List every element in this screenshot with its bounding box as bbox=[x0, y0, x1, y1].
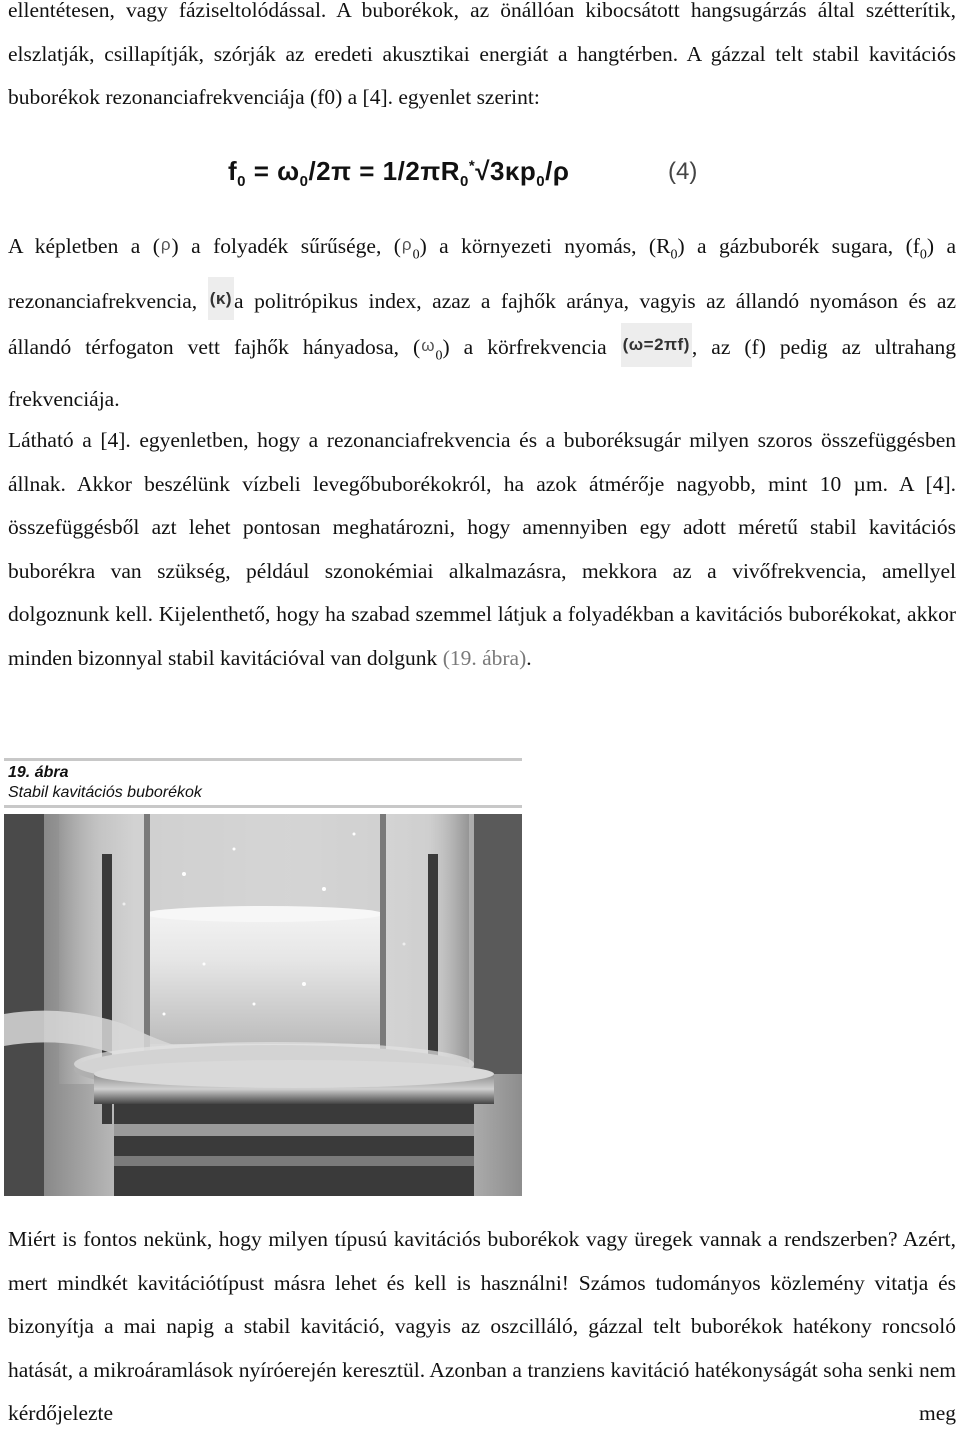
intro-paragraph: ellentétesen, vagy fáziseltolódással. A buborékok, az önállóan kibocsátott hangsugárzás által szétterítik, elszlatják, csillapítják, szórják az eredeti akusztikai energiát a hangtérben. A gázzal telt stabil kavitációs buborékok rezonanciafrekvenciája (f0) a [4]. egyenlet szerint: bbox=[8, 0, 956, 109]
definitions-paragraph: A képletben a (ρ) a folyadék sűrűsége, $(\rho_0)$ a környezeti nyomás, $(R_0)$ a gázbuborék sugara, $(f_0)$ a rezonanciafrekvencia, (κ)a politrópikus index, azaz a fajhők aránya, vagyis az állandó nyomáson és az állandó térfogaton vett fajhők hányadosa, $(\omega_0)$ a körfrekvencia (ω=2πf), az (f) pedig az ultrahang frekvenciája. bbox=[8, 223, 956, 422]
figure-number: 19. ábra bbox=[8, 764, 69, 781]
omega-definition-symbol: (ω=2πf) bbox=[621, 323, 692, 367]
equation-number: (4) bbox=[668, 158, 698, 185]
rho-symbol: ρ bbox=[160, 235, 171, 254]
figure-reference-link[interactable]: (19. ábra) bbox=[442, 645, 527, 670]
cavitation-bubbles-photo bbox=[4, 814, 522, 1196]
rho-zero-symbol: ρ bbox=[401, 235, 412, 254]
closing-paragraph: Miért is fontos nekünk, hogy milyen típusú kavitációs buborékok vagy üregek vannak a rendszerben? Azért, mert mindkét kavitációtípust másra lehet és kell is használni! Számos tudományos közlemény vitatja és bizonyítja a mai napig a stabil kavitáció, vagyis az oszcilláló, gázzal telt buborékok hatékony roncsoló hatását, a mikroáramlások nyíróerején keresztül. Azonban a tranziens kavitáció hatékonyságát soha senki nem kérdőjelezte meg bbox=[8, 1227, 956, 1425]
figure-caption-text: Stabil kavitációs buborékok bbox=[8, 784, 202, 801]
equation-row bbox=[0, 152, 960, 196]
resonance-equation: $f_0 = \omega_0/2\pi = 1/2\pi R_0^*√3\kappa p_0/\rho$ bbox=[228, 156, 570, 191]
kappa-symbol: (κ) bbox=[208, 277, 234, 321]
explanation-paragraph: Látható a [4]. egyenletben, hogy a rezonanciafrekvencia és a buboréksugár milyen szoros összefüggésben állnak. Akkor beszélünk vízbeli levegőbuborékokról, ha azok átmérője nagyobb, mint 10 µm. A [4]. összefüggésből azt lehet pontosan meghatározni, hogy amennyiben egy adott méretű stabil kavitációs buborékra van szükség, például szonokémiai alkalmazásra, mekkora az a vivőfrekvencia, amellyel dolgoznunk kell. Kijelenthető, hogy ha szabad szemmel látjuk a folyadékban a kavitációs buborékokat, akkor minden bizonnyal stabil kavitációval van dolgunk (19. ábra). bbox=[8, 428, 956, 670]
omega-symbol: ω bbox=[421, 336, 435, 356]
figure-caption bbox=[4, 758, 522, 808]
